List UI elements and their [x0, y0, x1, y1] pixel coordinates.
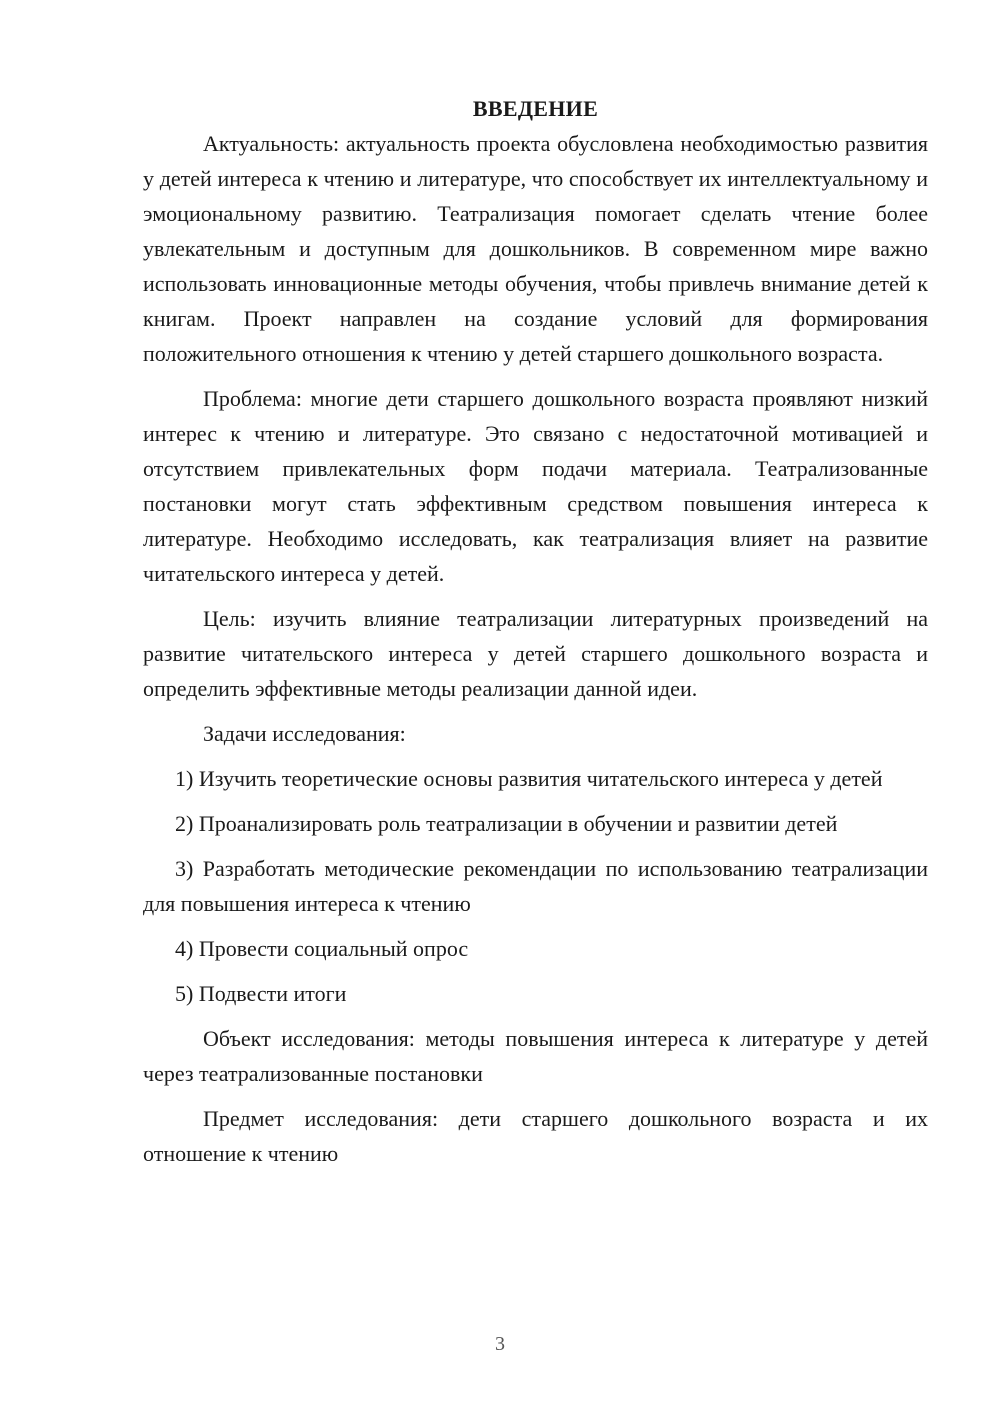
task-item-2: 2) Проанализировать роль театрализации в обучении и развитии детей: [175, 811, 838, 836]
task-item-1: 1) Изучить теоретические основы развития читательского интереса у детей: [175, 766, 883, 791]
relevance-paragraph: Актуальность: актуальность проекта обусловлена необходимостью развития у детей интереса к чтению и литературе, что способствует их интеллектуальному и эмоциональному развитию. Театрализация помогает сделать чтение более увлекательным и доступным для дошкольников. В современном мире важно использовать инновационные методы обучения, чтобы привлечь внимание детей к книгам. Проект направлен на создание условий для формирования положительного отношения к чтению у детей старшего дошкольного возраста.: [143, 131, 928, 366]
subject-paragraph: Предмет исследования: дети старшего дошкольного возраста и их отношение к чтению: [143, 1106, 928, 1166]
problem-paragraph: Проблема: многие дети старшего дошкольного возраста проявляют низкий интерес к чтению и литературе. Это связано с недостаточной мотивацией и отсутствием привлекательных форм подачи материала. Театрализованные постановки могут стать эффективным средством повышения интереса к литературе. Необходимо исследовать, как театрализация влияет на развитие читательского интереса у детей.: [143, 386, 928, 586]
page-title: ВВЕДЕНИЕ: [472, 96, 599, 121]
object-paragraph: Объект исследования: методы повышения интереса к литературе у детей через театрализованные постановки: [143, 1026, 928, 1086]
document-page: [143, 92, 928, 1171]
tasks-heading: Задачи исследования:: [203, 721, 406, 746]
page-number: 3: [495, 1333, 505, 1355]
task-item-5: 5) Подвести итоги: [175, 981, 347, 1006]
task-item-4: 4) Провести социальный опрос: [175, 936, 469, 961]
goal-paragraph: Цель: изучить влияние театрализации литературных произведений на развитие читательского интереса у детей старшего дошкольного возраста и определить эффективные методы реализации данной идеи.: [143, 606, 928, 701]
task-item-3: 3) Разработать методические рекомендации по использованию театрализации для повышения интереса к чтению: [143, 856, 928, 916]
